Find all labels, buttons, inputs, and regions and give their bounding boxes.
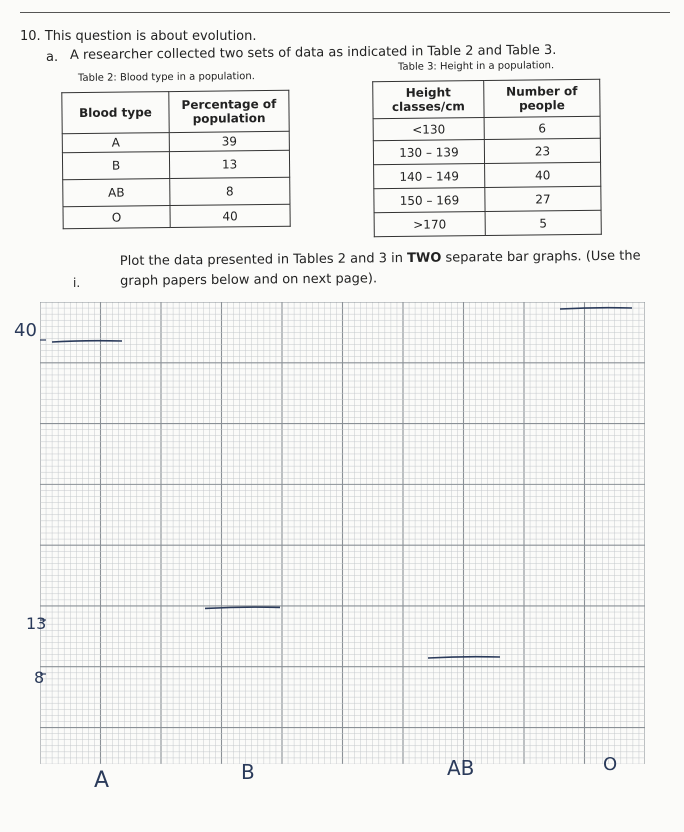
x-label-o: O bbox=[603, 754, 618, 775]
table3-caption: Table 3: Height in a population. bbox=[397, 60, 555, 73]
y-label-13: 13 bbox=[26, 614, 47, 633]
table2-cell: 8 bbox=[170, 177, 290, 205]
table3-cell: 5 bbox=[485, 210, 601, 235]
bar-top-b bbox=[205, 607, 280, 608]
table3-header: Height classes/cm bbox=[373, 81, 484, 119]
table3-cell: <130 bbox=[373, 118, 484, 141]
table2 bbox=[61, 90, 290, 229]
part-a-label: a. bbox=[46, 50, 59, 65]
grid-lines bbox=[40, 302, 645, 764]
y-label-40: 40 bbox=[14, 320, 37, 341]
table3-cell: 40 bbox=[485, 162, 601, 187]
table2-cell: A bbox=[62, 133, 169, 153]
table2-cell: AB bbox=[63, 179, 170, 207]
x-label-a: A bbox=[94, 768, 110, 793]
top-rule bbox=[20, 12, 670, 13]
table3-header: Number of people bbox=[484, 79, 600, 117]
sub-question-text: Plot the data presented in Tables 2 and 3 in TWO separate bar graphs. (Use the graph papers below and on next page). bbox=[119, 248, 641, 289]
part-a-text: A researcher collected two sets of data as indicated in Table 2 and Table 3. bbox=[69, 42, 557, 63]
x-label-ab: AB bbox=[447, 756, 475, 780]
table2-caption: Table 2: Blood type in a population. bbox=[77, 71, 255, 84]
table3-cell: >170 bbox=[374, 212, 485, 237]
table3-cell: 27 bbox=[485, 186, 601, 211]
table2-header: Percentage of population bbox=[169, 90, 289, 132]
table3-cell: 130 – 139 bbox=[373, 140, 484, 165]
table2-header: Blood type bbox=[62, 92, 169, 134]
x-label-b: B bbox=[241, 760, 255, 784]
table2-cell: 13 bbox=[169, 150, 289, 178]
table3-cell: 23 bbox=[484, 138, 600, 163]
table3-cell: 6 bbox=[484, 116, 600, 139]
table3-cell: 140 – 149 bbox=[374, 164, 485, 189]
table2-cell: 39 bbox=[169, 131, 289, 151]
y-label-8: 8 bbox=[34, 668, 45, 687]
sub-question-label: i. bbox=[73, 276, 81, 290]
table3 bbox=[372, 79, 602, 237]
bar-top-o bbox=[560, 308, 632, 309]
table2-cell: O bbox=[63, 206, 170, 229]
graph-paper bbox=[40, 302, 645, 764]
table2-cell: B bbox=[62, 152, 169, 180]
table2-cell: 40 bbox=[170, 204, 290, 227]
level-mark-40 bbox=[52, 341, 122, 342]
question-number: 10. This question is about evolution. bbox=[20, 29, 257, 44]
table3-cell: 150 – 169 bbox=[374, 188, 485, 213]
